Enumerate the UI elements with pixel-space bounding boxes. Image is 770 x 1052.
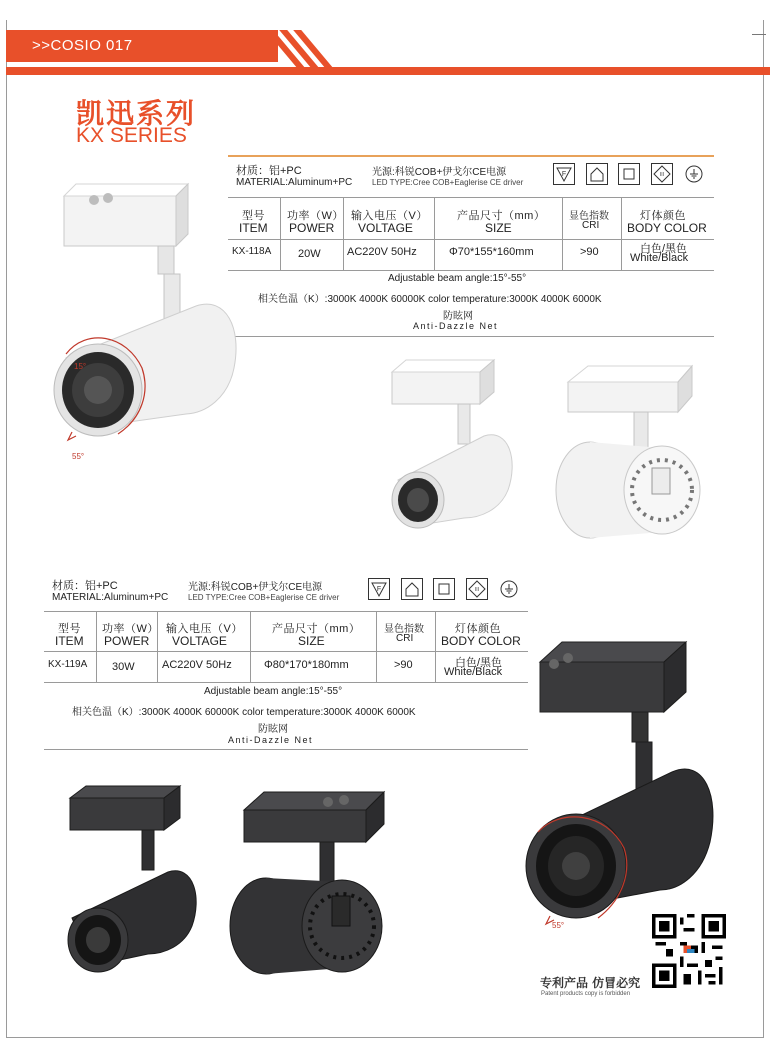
value-cri: >90 xyxy=(580,246,599,258)
value-color-cn: 白色/黑色 xyxy=(455,657,503,669)
col-separator xyxy=(96,611,97,682)
col-separator xyxy=(250,611,251,682)
header-cri-en: CRI xyxy=(396,633,414,644)
product-image-black-side xyxy=(62,778,200,986)
value-item: KX-118A xyxy=(232,246,272,257)
header-power-en: POWER xyxy=(289,221,335,235)
value-cri: >90 xyxy=(394,659,413,671)
header-banner xyxy=(6,30,770,76)
product-image-black-main xyxy=(514,628,716,938)
indoor-use-icon xyxy=(401,578,423,600)
material-en: MATERIAL:Aluminum+PC xyxy=(52,592,169,603)
header-color-en: BODY COLOR xyxy=(441,634,521,648)
value-item: KX-119A xyxy=(48,659,88,670)
header-item-en: ITEM xyxy=(239,221,268,235)
value-color-en: White/Black xyxy=(444,666,503,678)
light-source-cn: 光源:科锐COB+伊戈尔CE电源 xyxy=(372,167,507,178)
beam-angle: Adjustable beam angle:15°-55° xyxy=(388,273,527,284)
svg-text:F: F xyxy=(376,586,382,593)
header-color-cn: 灯体颜色 xyxy=(640,210,686,222)
spec-top-rule xyxy=(228,155,714,157)
header-item-en: ITEM xyxy=(55,634,84,648)
header-bar xyxy=(6,67,770,75)
indoor-use-icon xyxy=(586,163,608,185)
anti-dazzle-en: Anti-Dazzle Net xyxy=(228,735,314,745)
anti-dazzle-cn: 防眩网 xyxy=(258,724,288,735)
svg-text:III: III xyxy=(474,587,480,593)
spec-bottom-rule xyxy=(228,336,714,337)
header-size-cn: 产品尺寸（mm） xyxy=(272,623,361,635)
header-cri-cn: 显色指数 xyxy=(384,624,424,635)
patent-notice-cn: 专利产品 仿冒必究 xyxy=(540,976,641,990)
header-label: >>COSIO 017 xyxy=(32,37,133,54)
value-color-cn: 白色/黑色 xyxy=(640,243,688,255)
spec-rule xyxy=(44,651,528,652)
col-separator xyxy=(280,197,281,270)
header-color-en: BODY COLOR xyxy=(627,221,707,235)
header-power-cn: 功率（W） xyxy=(102,623,159,635)
value-color-en: White/Black xyxy=(630,252,689,264)
value-size: Φ80*170*180mm xyxy=(264,659,349,671)
col-separator xyxy=(435,611,436,682)
svg-text:III: III xyxy=(659,172,665,178)
ground-icon xyxy=(683,163,705,185)
fcc-cert-icon xyxy=(368,578,390,600)
class-ii-icon xyxy=(618,163,640,185)
spec-rule xyxy=(44,682,528,683)
product-image-white-side xyxy=(384,350,516,540)
fcc-cert-icon xyxy=(553,163,575,185)
color-temperature: 相关色温（K）:3000K 4000K 60000K color temperature:3000K 4000K 6000K xyxy=(72,707,416,718)
light-source-en: LED TYPE:Cree COB+Eaglerise CE driver xyxy=(372,178,524,187)
value-power: 30W xyxy=(112,661,135,673)
spec-rule xyxy=(228,197,714,198)
material-cn: 材质：铝+PC xyxy=(236,165,302,177)
beam-angle: Adjustable beam angle:15°-55° xyxy=(204,686,343,697)
spec-bottom-rule xyxy=(44,749,528,750)
header-size-en: SIZE xyxy=(485,221,512,235)
product-image-white-main xyxy=(46,178,246,463)
header-voltage-en: VOLTAGE xyxy=(358,221,413,235)
header-size-cn: 产品尺寸（mm） xyxy=(457,210,546,222)
angle-label-55: 55° xyxy=(72,452,85,461)
product-image-black-back xyxy=(224,778,394,978)
value-voltage: AC220V 50Hz xyxy=(162,659,232,671)
series-title-en: KX SERIES xyxy=(76,124,187,147)
class-ii-icon xyxy=(433,578,455,600)
spec-rule xyxy=(44,611,528,612)
header-cri-cn: 显色指数 xyxy=(569,211,609,222)
color-temperature: 相关色温（K）:3000K 4000K 60000K color temperature:3000K 4000K 6000K xyxy=(258,294,602,305)
material-en: MATERIAL:Aluminum+PC xyxy=(236,177,353,188)
qr-code xyxy=(652,914,726,988)
col-separator xyxy=(376,611,377,682)
class-iii-icon xyxy=(651,163,673,185)
col-separator xyxy=(562,197,563,270)
header-color-cn: 灯体颜色 xyxy=(455,623,501,635)
col-separator xyxy=(621,197,622,270)
header-voltage-en: VOLTAGE xyxy=(172,634,227,648)
patent-notice-en: Patent products copy is forbidden xyxy=(541,991,631,997)
anti-dazzle-en: Anti-Dazzle Net xyxy=(413,321,499,331)
value-power: 20W xyxy=(298,248,321,260)
header-item-cn: 型号 xyxy=(242,210,265,222)
angle-label-15: 15° xyxy=(74,362,87,371)
header-cri-en: CRI xyxy=(582,220,600,231)
col-separator xyxy=(434,197,435,270)
svg-text:F: F xyxy=(561,171,567,178)
class-iii-icon xyxy=(466,578,488,600)
header-power-en: POWER xyxy=(104,634,150,648)
ground-icon xyxy=(498,578,520,600)
angle-label-55: 55° xyxy=(552,921,565,930)
corner-mark xyxy=(752,34,766,35)
anti-dazzle-cn: 防眩网 xyxy=(443,311,473,322)
header-item-cn: 型号 xyxy=(58,623,81,635)
light-source-en: LED TYPE:Cree COB+Eaglerise CE driver xyxy=(188,593,340,602)
header-voltage-cn: 输入电压（V） xyxy=(166,623,243,635)
value-voltage: AC220V 50Hz xyxy=(347,246,417,258)
header-power-cn: 功率（W） xyxy=(287,210,344,222)
header-voltage-cn: 输入电压（V） xyxy=(351,210,428,222)
product-image-white-back xyxy=(552,352,702,544)
series-title-cn: 凯迅系列 xyxy=(76,97,197,130)
spec-rule xyxy=(228,270,714,271)
light-source-cn: 光源:科锐COB+伊戈尔CE电源 xyxy=(188,582,323,593)
material-cn: 材质：铝+PC xyxy=(52,580,118,592)
value-size: Φ70*155*160mm xyxy=(449,246,534,258)
header-size-en: SIZE xyxy=(298,634,325,648)
